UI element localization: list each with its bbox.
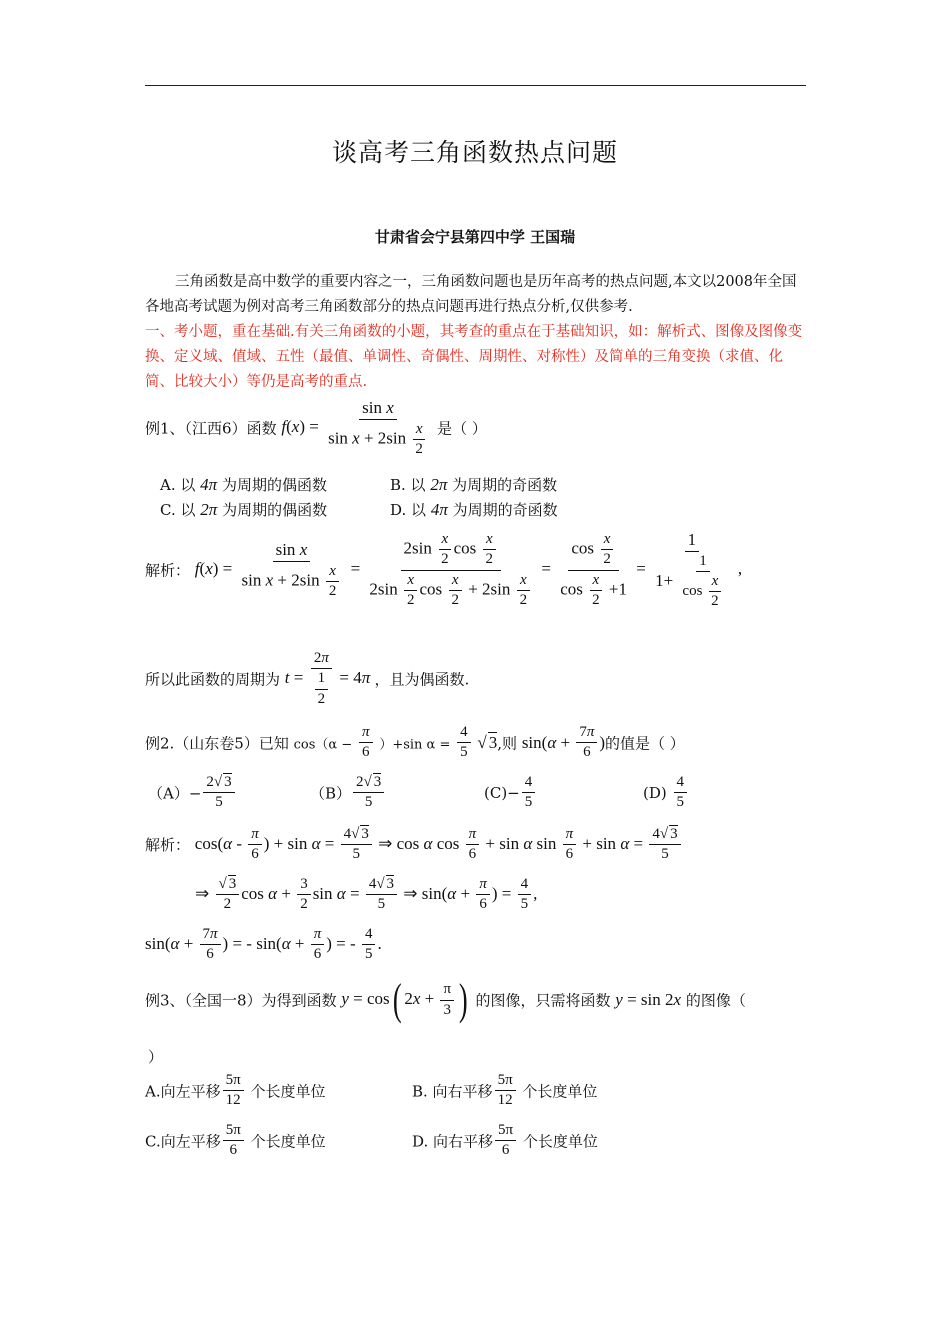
example-1-prefix: 例1、（江西6）函数	[145, 419, 277, 438]
example-1-period: 所以此函数的周期为 t = $\frac{2\pi}{\frac{1}{2}}$ = 4π ，且为偶函数.	[145, 650, 470, 707]
example-3-question: 例3、（全国一8）为得到函数 y = cos( 2x + $\frac{\pi}{3}$ ) 的图像，只需将函数 y = sin 2x 的图像（	[145, 975, 746, 1024]
example-2-option-d: (D) $\frac{4}{5}$	[643, 774, 689, 812]
example-1-solution: 解析： f(x) = sin x sin x + 2sin $\frac{x}{2}$ = 2sin $\frac{x}{2}$ cos $\frac{x}{2}$ 2sin $\frac{x}{2}$ cos $\frac{x}{2}$ + 2sin $\frac{x}{2}$ = cos $\frac{x}{2}$ cos $\frac{x}{2}$ +1 = 1 1+ 1 cos $\frac{x}{2}$ ,	[145, 530, 743, 610]
section-heading-1: 一、考小题，重在基础.有关三角函数的小题，其考查的重点在于基础知识，如：解析式、图像及图像变换、定义域、值域、五性（最值、单调性、奇偶性、周期性、对称性）及简单的三角变换（求值、化简、比较大小）等仍是高考的重点.	[145, 324, 803, 390]
example-2-solution-line-3: sin(α + $\frac{7\pi}{6}$ ) = - sin(α + $\frac{\pi}{6}$ ) = - $\frac{4}{5}$ .	[145, 926, 382, 963]
example-3-option-a: A.向左平移 $\frac{5\pi}{12}$ 个长度单位	[145, 1072, 326, 1109]
example-1-suffix: 是（ ）	[437, 419, 487, 438]
example-3-option-d: D. 向右平移 $\frac{5\pi}{6}$ 个长度单位	[412, 1122, 598, 1159]
author-line: 甘肃省会宁县第四中学 王国瑞	[374, 228, 576, 246]
example-1-option-c: C. 以 2π 为周期的偶函数	[160, 500, 328, 519]
example-2-solution-line-1: 解析： cos(α - $\frac{\pi}{6}$ ) + sin α = $\frac{4√ 3}{5}$ ⇒ cos α cos $\frac{\pi}{6}$ + sin α sin $\frac{\pi}{6}$ + sin α = $\frac{4√ 3}{5}$	[145, 826, 683, 864]
page-title: 谈高考三角函数热点问题	[331, 138, 618, 167]
example-2-question: 例2.（山东卷5）已知 cos（α − $\frac{\pi}{6}$ ）+sin α = $\frac{4}{5}$ √ 3,则 sin(α + $\frac{7\pi}{6}$ )的值是（ ）	[145, 724, 685, 761]
example-1-option-a: A. 以 4π 为周期的偶函数	[160, 475, 327, 494]
example-1-period-formula: t = $\frac{2\pi}{\frac{1}{2}}$ = 4π	[284, 650, 371, 707]
example-2-option-c: (C)− $\frac{4}{5}$	[484, 774, 537, 812]
example-1-option-d: D. 以 4π 为周期的奇函数	[390, 500, 558, 519]
example-3-close-paren: ）	[148, 1048, 164, 1066]
header-rule	[145, 85, 806, 86]
example-1-function: f(x) = sin x sin x + 2sin $\frac{x}{2}$	[281, 417, 437, 436]
example-1-question	[145, 398, 487, 458]
example-2-option-b: （B） $\frac{2√ 3}{5}$	[310, 774, 386, 812]
example-3-option-b: B. 向右平移 $\frac{5\pi}{12}$ 个长度单位	[412, 1072, 598, 1109]
example-2-solution-line-2: ⇒ $\frac{√ 3}{2}$ cos α + $\frac{3}{2}$ sin α = $\frac{4√ 3}{5}$ ⇒ sin(α + $\frac{\pi}{6}$ ) = $\frac{4}{5}$ ,	[195, 876, 538, 913]
intro-paragraph: 三角函数是高中数学的重要内容之一，三角函数问题也是历年高考的热点问题,本文以2008年全国各地高考试题为例对高考三角函数部分的热点问题再进行热点分析,仅供参考.	[145, 274, 797, 315]
example-2-option-a: （A）− $\frac{2√ 3}{5}$	[148, 774, 237, 812]
example-1-solution-formula: f(x) = sin x sin x + 2sin $\frac{x}{2}$ = 2sin $\frac{x}{2}$ cos $\frac{x}{2}$ 2sin $\frac{x}{2}$ cos $\frac{x}{2}$ + 2sin $\frac{x}{2}$ = cos $\frac{x}{2}$ cos $\frac{x}{2}$ +1 = 1 1+ 1 cos $\frac{x}{2}$ ,	[194, 530, 743, 610]
example-3-option-c: C.向左平移 $\frac{5\pi}{6}$ 个长度单位	[145, 1122, 326, 1159]
example-1-option-b: B. 以 2π 为周期的奇函数	[390, 475, 558, 494]
